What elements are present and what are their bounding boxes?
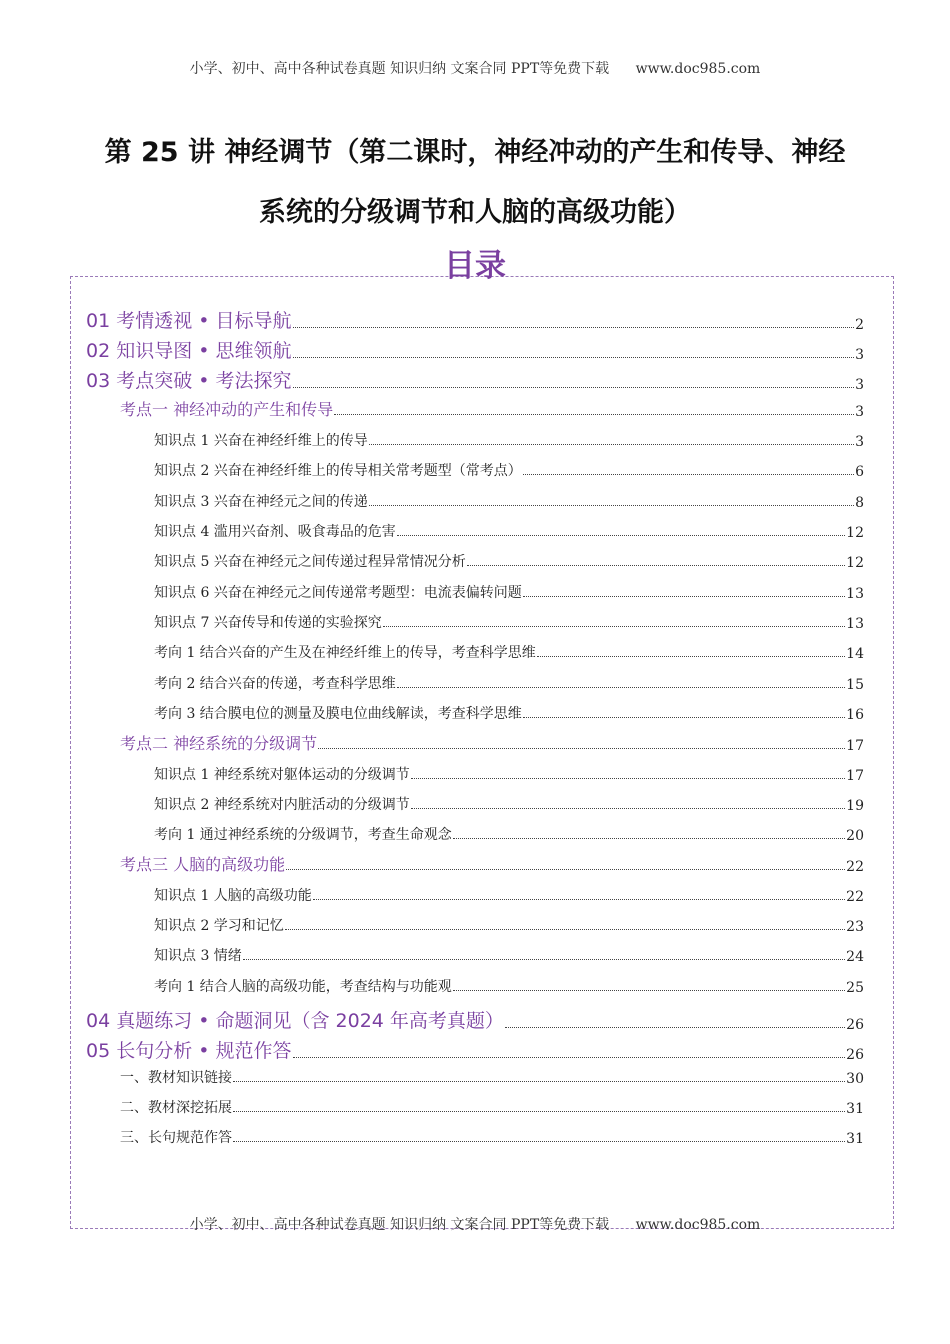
- toc-entry-page: 19: [846, 798, 864, 814]
- toc-entry-label: 知识点 3 兴奋在神经元之间的传递: [154, 494, 368, 510]
- toc-entry-label: 知识点 2 兴奋在神经纤维上的传导相关常考题型（常考点）: [154, 463, 522, 479]
- toc-entry[interactable]: [120, 1129, 864, 1147]
- toc-leader-dots: [397, 686, 845, 688]
- toc-entry[interactable]: [86, 308, 864, 333]
- toc-leader-dots: [233, 1140, 845, 1142]
- toc-entry-page: 17: [846, 738, 864, 754]
- toc-entry-page: 3: [855, 347, 864, 363]
- toc-entry[interactable]: [154, 584, 864, 602]
- toc-entry[interactable]: [154, 614, 864, 632]
- toc-entry-label: 01 考情透视 • 目标导航: [86, 310, 292, 332]
- toc-entry-page: 30: [846, 1071, 864, 1087]
- toc-entry-label: 知识点 3 情绪: [154, 948, 242, 964]
- toc-entry-label: 考向 1 结合人脑的高级功能，考查结构与功能观: [154, 979, 452, 995]
- toc-entry-label: 知识点 7 兴奋传导和传递的实验探究: [154, 615, 382, 631]
- toc-entry[interactable]: [154, 887, 864, 905]
- document-title-line-1: 第 25 讲 神经调节（第二课时，神经冲动的产生和传导、神经: [104, 137, 846, 168]
- toc-entry[interactable]: [154, 947, 864, 965]
- toc-entry[interactable]: [154, 675, 864, 693]
- toc-entry-label: 考向 2 结合兴奋的传递，考查科学思维: [154, 676, 396, 692]
- toc-entry-label: 知识点 5 兴奋在神经元之间传递过程异常情况分析: [154, 554, 466, 570]
- toc-leader-dots: [453, 837, 845, 839]
- toc-entry-label: 05 长句分析 • 规范作答: [86, 1040, 292, 1062]
- header-url[interactable]: www.doc985.com: [635, 61, 761, 77]
- toc-entry-page: 31: [846, 1101, 864, 1117]
- toc-entry-label: 考向 1 结合兴奋的产生及在神经纤维上的传导，考查科学思维: [154, 645, 536, 661]
- toc-entry-page: 12: [846, 555, 864, 571]
- toc-entry-label: 知识点 1 人脑的高级功能: [154, 888, 312, 904]
- toc-leader-dots: [523, 595, 845, 597]
- toc-entry-page: 26: [846, 1047, 864, 1063]
- toc-leader-dots: [293, 1056, 846, 1058]
- toc-entry[interactable]: [154, 766, 864, 784]
- toc-entry[interactable]: [154, 978, 864, 996]
- toc-entry-label: 考向 1 通过神经系统的分级调节，考查生命观念: [154, 827, 452, 843]
- toc-entry[interactable]: [154, 796, 864, 814]
- toc-entry[interactable]: [154, 432, 864, 450]
- toc-leader-dots: [243, 958, 845, 960]
- toc-entry[interactable]: [120, 1099, 864, 1117]
- toc-entry[interactable]: [86, 1008, 864, 1033]
- toc-leader-dots: [383, 625, 845, 627]
- toc-entry-page: 3: [855, 404, 864, 420]
- toc-entry-label: 知识点 6 兴奋在神经元之间传递常考题型：电流表偏转问题: [154, 585, 522, 601]
- toc-leader-dots: [397, 534, 845, 536]
- toc-leader-dots: [285, 928, 845, 930]
- toc-leader-dots: [293, 326, 855, 328]
- toc-entry-page: 2: [855, 317, 864, 333]
- toc-entry-label: 知识点 1 兴奋在神经纤维上的传导: [154, 433, 368, 449]
- toc-entry-page: 17: [846, 768, 864, 784]
- toc-entry[interactable]: [120, 856, 864, 875]
- toc-entry[interactable]: [86, 368, 864, 393]
- toc-entry-label: 考点一 神经冲动的产生和传导: [120, 400, 334, 419]
- toc-entry[interactable]: [154, 493, 864, 511]
- toc-entry[interactable]: [154, 523, 864, 541]
- toc-entry-page: 20: [846, 828, 864, 844]
- toc-leader-dots: [286, 868, 845, 870]
- toc-entry-page: 13: [846, 616, 864, 632]
- toc-entry-page: 22: [846, 859, 864, 875]
- toc-leader-dots: [293, 386, 855, 388]
- header-text: 小学、初中、高中各种试卷真题 知识归纳 文案合同 PPT等免费下载: [189, 61, 610, 77]
- toc-entry-label: 知识点 1 神经系统对躯体运动的分级调节: [154, 767, 410, 783]
- toc-heading: 目录: [444, 248, 506, 284]
- toc-leader-dots: [233, 1080, 845, 1082]
- toc-entry-page: 3: [855, 434, 864, 450]
- toc-entry[interactable]: [154, 644, 864, 662]
- toc-entry[interactable]: [86, 1038, 864, 1063]
- toc-entry-page: 13: [846, 586, 864, 602]
- toc-entry-label: 考向 3 结合膜电位的测量及膜电位曲线解读，考查科学思维: [154, 706, 522, 722]
- toc-leader-dots: [537, 655, 845, 657]
- toc-entry-label: 03 考点突破 • 考法探究: [86, 370, 292, 392]
- toc-entry-label: 考点三 人脑的高级功能: [120, 855, 286, 874]
- toc-leader-dots: [411, 777, 845, 779]
- toc-leader-dots: [293, 356, 855, 358]
- toc-entry-label: 三、长句规范作答: [120, 1130, 232, 1146]
- toc-entry-label: 一、教材知识链接: [120, 1070, 232, 1086]
- document-title-line-2: 系统的分级调节和人脑的高级功能）: [259, 197, 691, 228]
- toc-entry-page: 12: [846, 525, 864, 541]
- toc-entry-page: 25: [846, 980, 864, 996]
- toc-leader-dots: [369, 443, 854, 445]
- toc-entry[interactable]: [154, 826, 864, 844]
- toc-entry-page: 15: [846, 677, 864, 693]
- toc-entry-label: 知识点 2 神经系统对内脏活动的分级调节: [154, 797, 410, 813]
- toc-leader-dots: [369, 504, 854, 506]
- toc-entry-label: 知识点 4 滥用兴奋剂、吸食毒品的危害: [154, 524, 396, 540]
- toc-leader-dots: [233, 1110, 845, 1112]
- toc-leader-dots: [453, 989, 845, 991]
- toc-entry[interactable]: [154, 462, 864, 480]
- toc-entry[interactable]: [154, 553, 864, 571]
- toc-entry-page: 22: [846, 889, 864, 905]
- toc-leader-dots: [313, 898, 845, 900]
- page-header: [0, 58, 950, 78]
- toc-entry-page: 8: [855, 495, 864, 511]
- toc-entry[interactable]: [120, 1069, 864, 1087]
- toc-entry-page: 24: [846, 949, 864, 965]
- toc-entry[interactable]: [154, 917, 864, 935]
- toc-entry-page: 23: [846, 919, 864, 935]
- toc-leader-dots: [334, 413, 854, 415]
- toc-entry-page: 16: [846, 707, 864, 723]
- toc-entry[interactable]: [120, 401, 864, 420]
- toc-entry-page: 31: [846, 1131, 864, 1147]
- toc-entry[interactable]: [120, 735, 864, 754]
- page-footer: [0, 1214, 950, 1234]
- footer-url[interactable]: www.doc985.com: [635, 1217, 761, 1233]
- toc-entry-page: 26: [846, 1017, 864, 1033]
- toc-entry[interactable]: [154, 705, 864, 723]
- toc-leader-dots: [505, 1026, 845, 1028]
- toc-entry-page: 14: [846, 646, 864, 662]
- toc-leader-dots: [411, 807, 845, 809]
- footer-text: 小学、初中、高中各种试卷真题 知识归纳 文案合同 PPT等免费下载: [189, 1217, 610, 1233]
- toc-entry-page: 3: [855, 377, 864, 393]
- toc-entry-label: 二、教材深挖拓展: [120, 1100, 232, 1116]
- toc-entry-label: 考点二 神经系统的分级调节: [120, 734, 318, 753]
- toc-leader-dots: [523, 716, 845, 718]
- toc-entry-label: 02 知识导图 • 思维领航: [86, 340, 292, 362]
- toc-entry[interactable]: [86, 338, 864, 363]
- toc-entry-page: 6: [855, 464, 864, 480]
- toc-leader-dots: [467, 564, 845, 566]
- toc-entry-label: 知识点 2 学习和记忆: [154, 918, 284, 934]
- toc-entry-label: 04 真题练习 • 命题洞见（含 2024 年高考真题）: [86, 1010, 504, 1032]
- toc-leader-dots: [523, 473, 854, 475]
- toc-leader-dots: [318, 747, 845, 749]
